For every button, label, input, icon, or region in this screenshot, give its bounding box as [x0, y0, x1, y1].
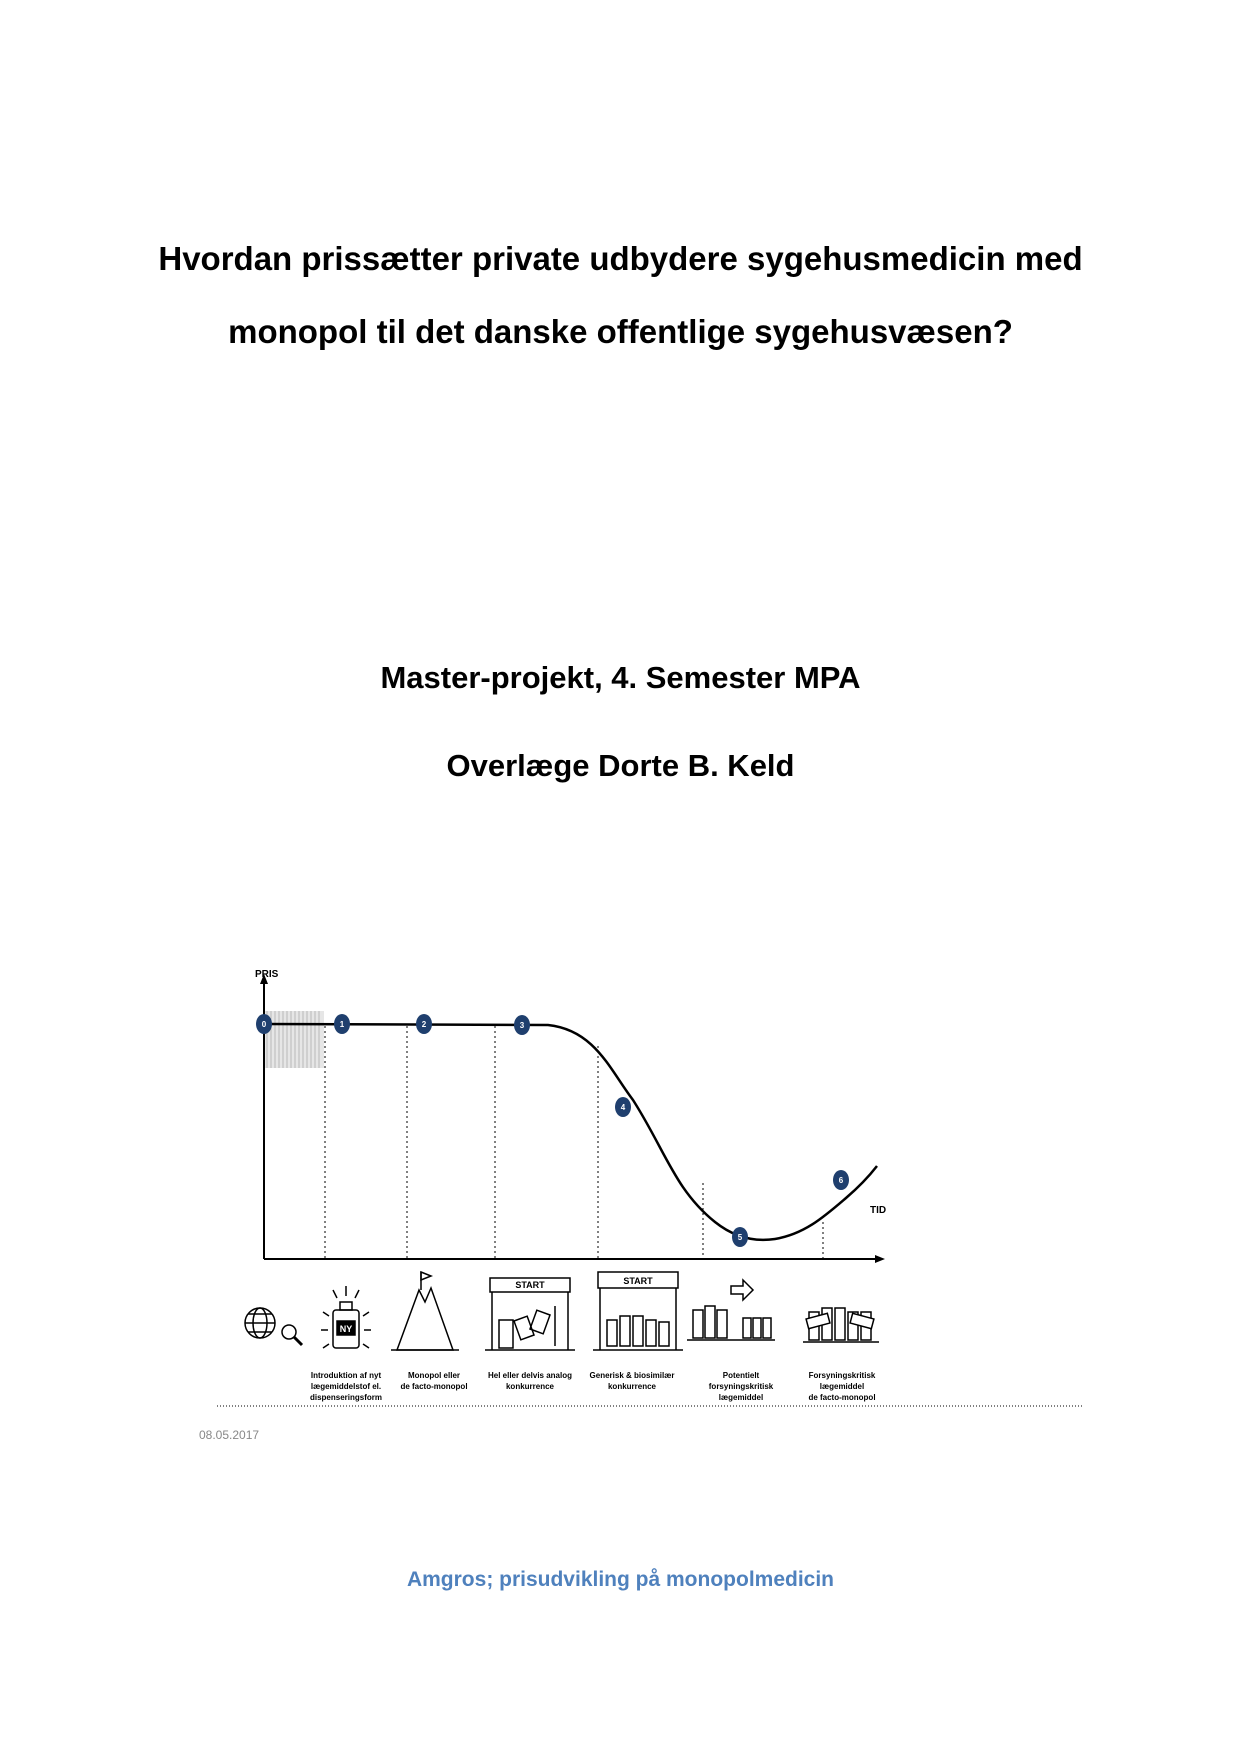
vials-sticker-icon: [803, 1308, 879, 1342]
phase-2-line-1: Monopol eller: [408, 1371, 460, 1380]
svg-text:6: 6: [838, 1176, 844, 1185]
marker-5: [732, 1227, 748, 1247]
svg-text:5: 5: [737, 1233, 743, 1242]
phase-captions: [310, 1371, 876, 1402]
phase-1-line-3: dispenseringsform: [309, 1393, 383, 1402]
phase-markers: [256, 1014, 849, 1247]
document-title: [0, 222, 1241, 368]
hatched-zone: [261, 1011, 324, 1068]
mountain-flag-icon: [391, 1272, 459, 1350]
phase-2-line-2: de facto-monopol: [400, 1382, 468, 1391]
marker-3: [514, 1015, 530, 1035]
phase-4-line-1: Generisk & biosimilær: [589, 1371, 675, 1380]
marker-6: [833, 1170, 849, 1190]
svg-text:4: 4: [620, 1103, 626, 1112]
phase-5-line-2: forsyningskritisk: [708, 1382, 774, 1391]
globe-magnifier-icon: [245, 1308, 302, 1345]
marker-1: [334, 1014, 350, 1034]
figure-date: 08.05.2017: [199, 1428, 260, 1442]
author-name: Overlæge Dorte B. Keld: [446, 748, 795, 783]
marker-2: [416, 1014, 432, 1034]
title-line-1: Hvordan prissætter private udbydere sygehusmedicin med: [158, 240, 1083, 277]
marker-4: [615, 1097, 631, 1117]
price-development-figure: [199, 960, 1095, 1550]
new-drug-bottle-icon: [321, 1286, 371, 1348]
phase-3-line-2: konkurrence: [505, 1382, 555, 1391]
start-badge-2: START: [623, 1276, 653, 1286]
phase-5-line-1: Potentielt: [722, 1371, 760, 1380]
phase-1-line-2: lægemiddelstof el.: [310, 1382, 382, 1391]
phase-1-line-1: Introduktion af nyt: [310, 1371, 382, 1380]
title-line-2: monopol til det danske offentlige sygehusvæsen?: [228, 313, 1013, 350]
phase-3-line-1: Hel eller delvis analog: [487, 1371, 573, 1380]
phase-6-line-2: lægemiddel: [819, 1382, 865, 1391]
phase-6-line-3: de facto-monopol: [808, 1393, 876, 1402]
price-curve: [264, 1024, 877, 1240]
project-subtitle: Master-projekt, 4. Semester MPA: [380, 660, 861, 695]
x-axis: [264, 1255, 885, 1263]
phase-4-line-2: konkurrence: [607, 1382, 657, 1391]
new-badge: NY: [339, 1324, 353, 1334]
x-axis-label: TID: [870, 1205, 887, 1216]
phase-dividers: [325, 1026, 823, 1259]
figure-caption: Amgros; prisudvikling på monopolmedicin: [406, 1568, 835, 1591]
start-badge-1: START: [515, 1280, 545, 1290]
marker-0: [256, 1014, 272, 1034]
svg-text:2: 2: [421, 1020, 427, 1029]
phase-5-line-3: lægemiddel: [718, 1393, 764, 1402]
vials-arrow-icon: [687, 1280, 775, 1340]
svg-text:1: 1: [339, 1020, 345, 1029]
svg-text:3: 3: [519, 1021, 525, 1030]
svg-text:0: 0: [261, 1020, 267, 1029]
phase-6-line-1: Forsyningskritisk: [808, 1371, 876, 1380]
y-axis-label: PRIS: [255, 969, 279, 980]
